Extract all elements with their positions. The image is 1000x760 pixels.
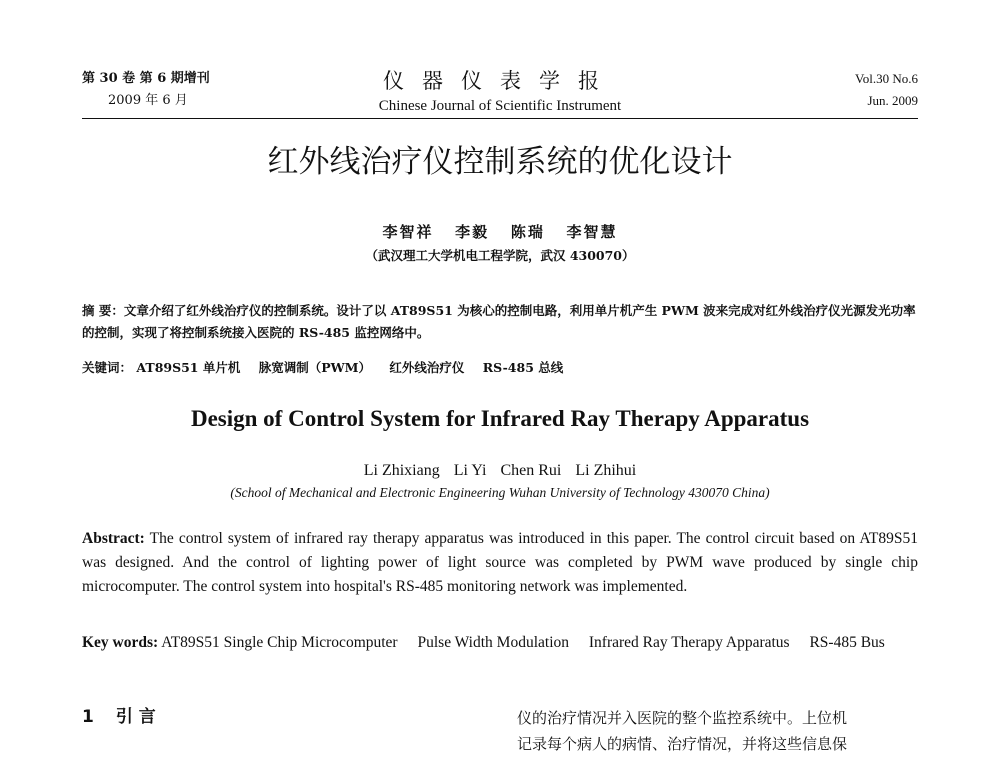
section-heading (82, 705, 156, 729)
volume-issue-cn: 第 30 卷 第 6 期增刊 (82, 71, 210, 86)
keyword-en: AT89S51 Single Chip Microcomputer (161, 634, 398, 651)
running-header (82, 68, 918, 118)
section-number: 1 (82, 707, 94, 727)
author-en: Chen Rui (500, 462, 562, 479)
keywords-en (82, 631, 918, 655)
journal-name-en: Chinese Journal of Scientific Instrument (378, 98, 622, 114)
author-cn: 陈瑞 (510, 223, 545, 241)
keyword-cn: RS-485 总线 (482, 360, 564, 375)
abstract-en-text: The control system of infrared ray therapy apparatus was introduced in this paper. The control circuit based on AT89S51 was designed. And the control of lighting power of light source was completed by PWM wave produced by single chip microcomputer. The control system into hospital's RS-485 monitoring network was implemented. (82, 530, 918, 595)
author-en: Li Zhihui (575, 462, 637, 479)
authors-cn (0, 221, 1000, 243)
keyword-cn: 红外线治疗仪 (389, 360, 465, 375)
header-right (855, 68, 918, 112)
author-cn: 李毅 (455, 223, 490, 241)
keywords-cn-label: 关键词： (82, 360, 133, 375)
date-en: Jun. 2009 (867, 93, 918, 108)
keyword-cn: AT89S51 单片机 (136, 360, 241, 375)
abstract-cn (82, 300, 918, 344)
author-en: Li Yi (453, 462, 487, 479)
paper-title-cn: 红外线治疗仪控制系统的优化设计 (267, 144, 733, 180)
header-center (82, 68, 918, 116)
author-en: Li Zhixiang (363, 462, 440, 479)
author-cn: 李智慧 (566, 223, 618, 241)
body-line: 记录每个病人的病情、治疗情况，并将这些信息保 (517, 735, 848, 753)
abstract-en (82, 527, 918, 599)
header-rule (82, 118, 918, 119)
authors-en (0, 460, 1000, 482)
date-cn: 2009 年 6 月 (108, 93, 188, 108)
volume-en: Vol.30 No.6 (855, 71, 918, 86)
keyword-en: Pulse Width Modulation (417, 634, 569, 651)
affiliation-en: (School of Mechanical and Electronic Engineering Wuhan University of Technology 430070 China) (230, 485, 770, 500)
keyword-cn: 脉宽调制（PWM） (258, 360, 372, 375)
keyword-en: Infrared Ray Therapy Apparatus (588, 634, 790, 651)
keywords-cn (82, 357, 918, 379)
author-cn: 李智祥 (382, 223, 434, 241)
abstract-cn-label: 摘 要： (82, 303, 124, 318)
section-title: 引 言 (115, 707, 156, 727)
abstract-cn-text: 文章介绍了红外线治疗仪的控制系统。设计了以 AT89S51 为核心的控制电路，利用单片机产生 PWM 波来完成对红外线治疗仪光源发光功率的控制，实现了将控制系统接入医院的 RS-485 监控网络中。 (82, 303, 916, 340)
body-line: 仪的治疗情况并入医院的整个监控系统中。上位机 (517, 709, 848, 727)
body-text-right-column (517, 705, 917, 757)
keywords-en-label: Key words: (82, 634, 159, 651)
affiliation-cn: （武汉理工大学机电工程学院，武汉 430070） (365, 248, 635, 263)
journal-name-cn: 仪器仪表学报 (383, 69, 617, 93)
keyword-en: RS-485 Bus (809, 634, 885, 651)
paper-title-en: Design of Control System for Infrared Ray Therapy Apparatus (190, 406, 810, 431)
abstract-en-label: Abstract: (82, 530, 145, 547)
